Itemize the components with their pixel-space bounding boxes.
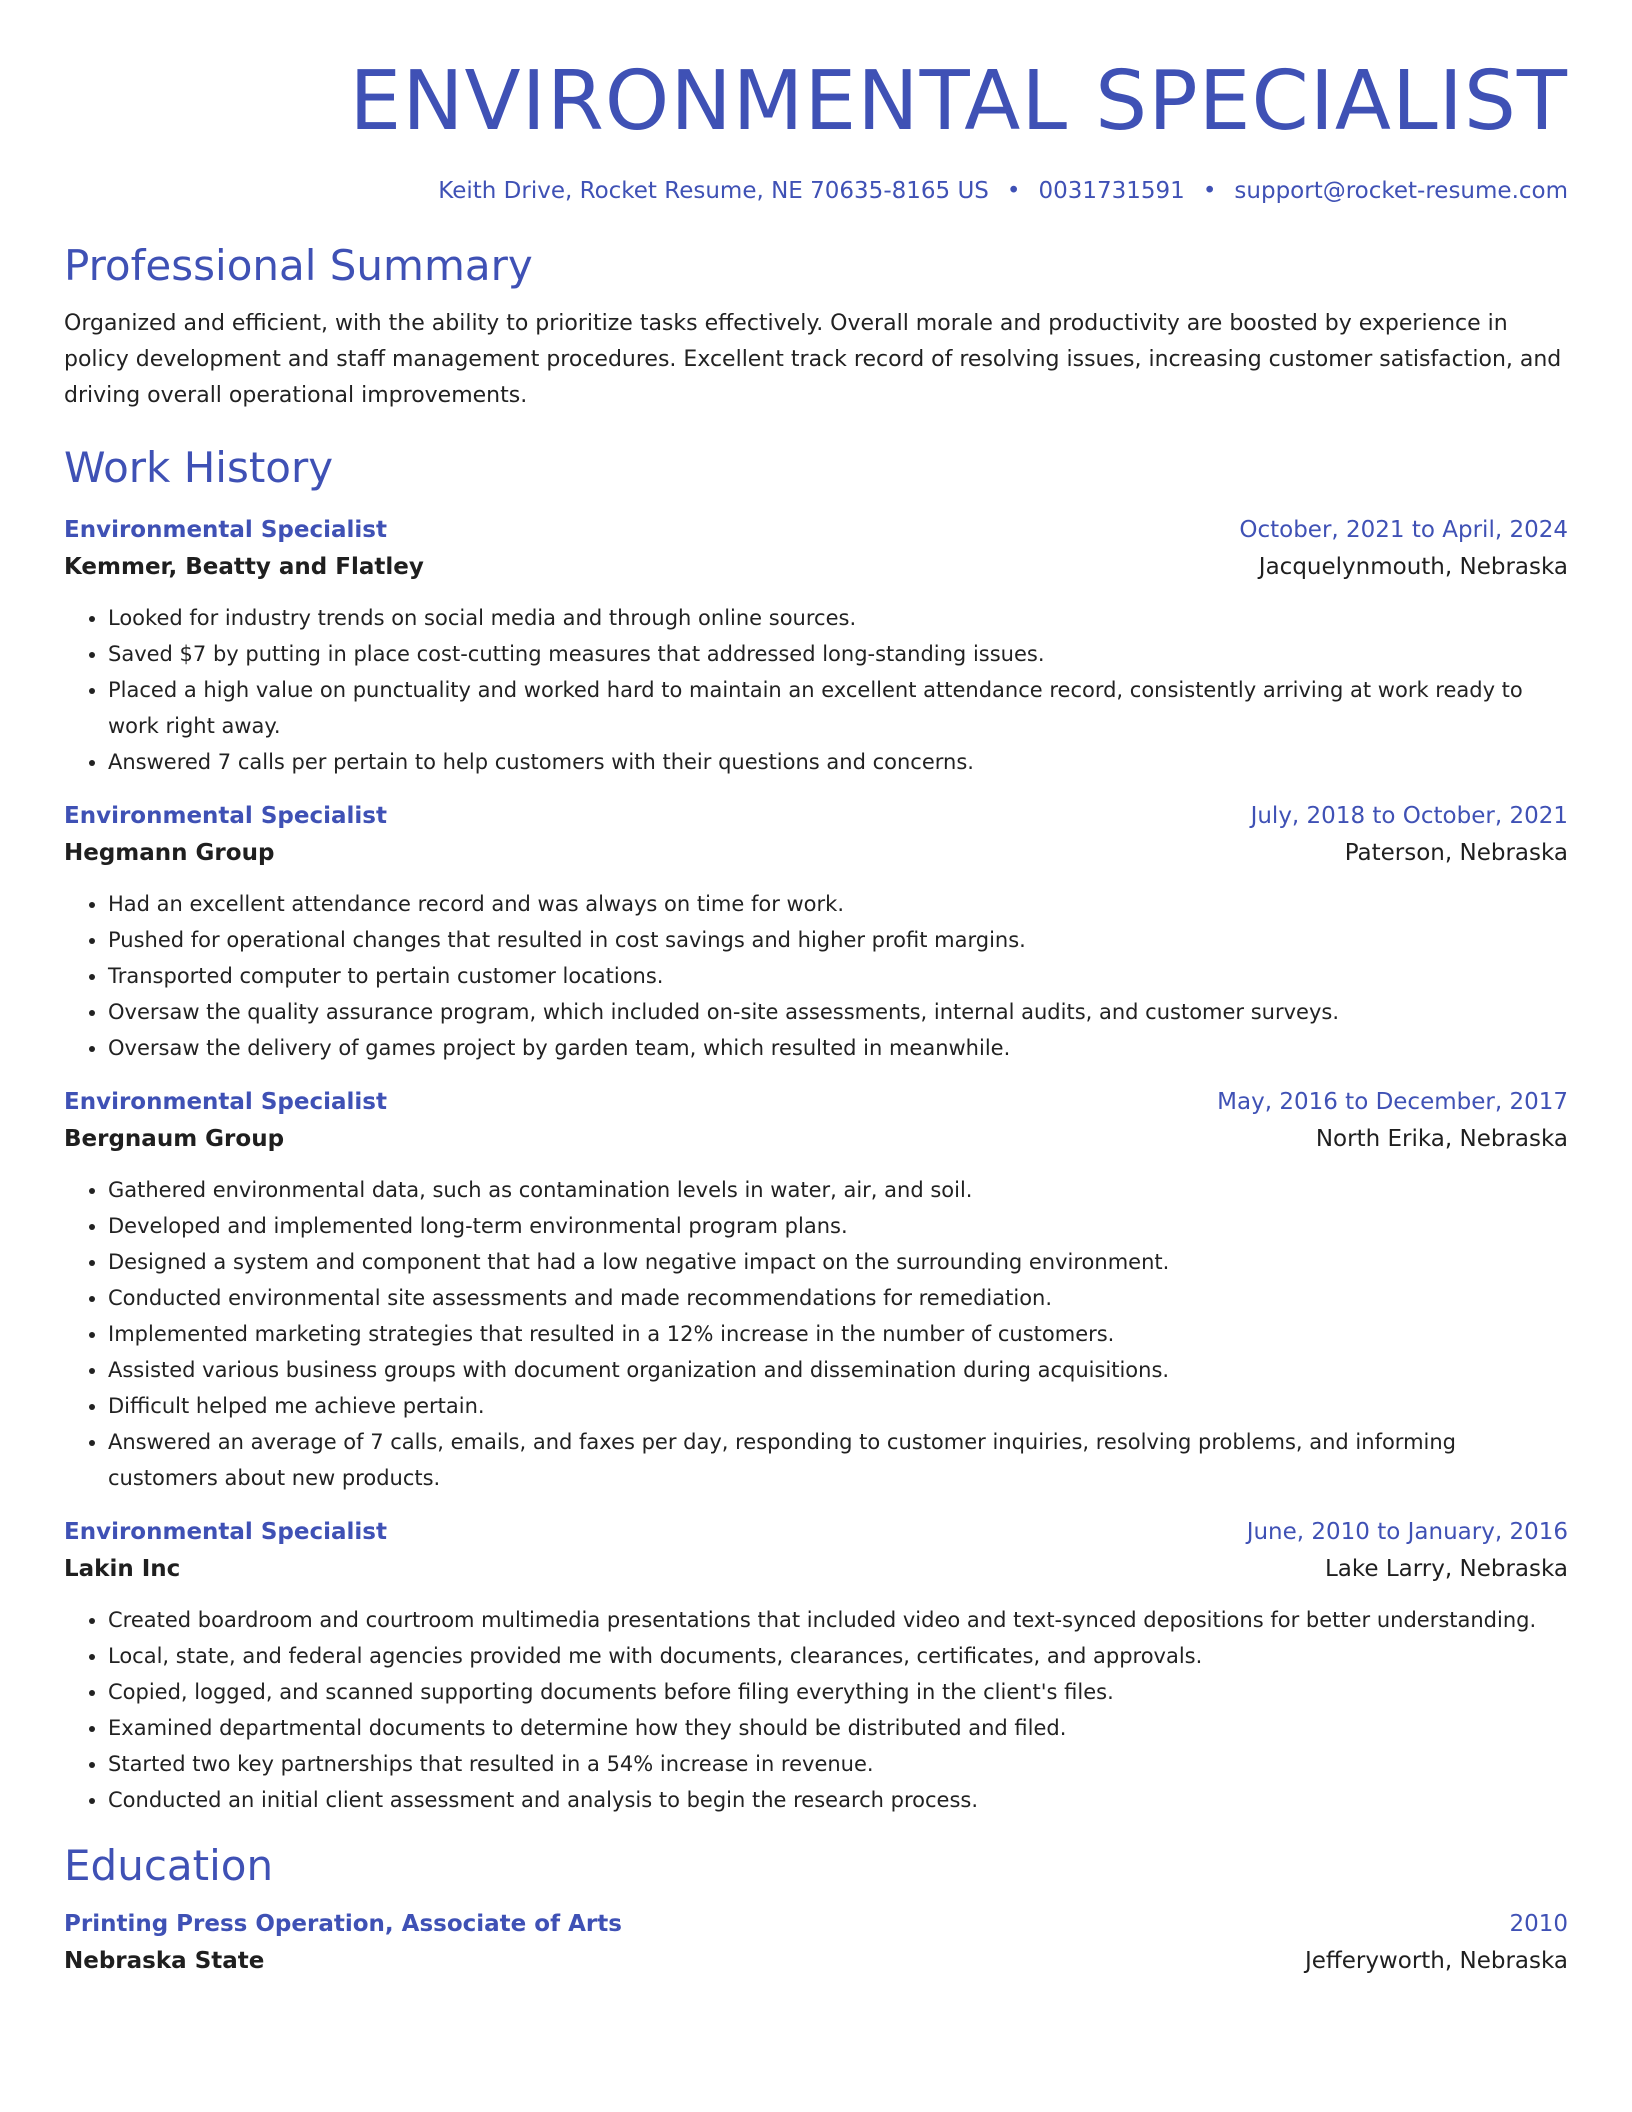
work-history-heading: Work History bbox=[64, 443, 334, 492]
job-bullet-list bbox=[64, 886, 1568, 1066]
job-bullet-list bbox=[64, 1602, 1568, 1818]
contact-separator: • bbox=[1202, 178, 1217, 204]
summary-text: Organized and efficient, with the ability to prioritize tasks effectively. Overall morale and productivity are boosted by experience in policy development and staff management procedures. Excellent track record of resolving issues, increasing customer satisfaction, and driving overall operational improvements. bbox=[64, 311, 1562, 408]
job-bullet: • Gathered environmental data, such as contamination levels in water, air, and soil. bbox=[108, 1172, 1568, 1208]
job-bullet: • Examined departmental documents to determine how they should be distributed and filed. bbox=[108, 1710, 1568, 1746]
job-bullet: • Had an excellent attendance record and was always on time for work. bbox=[108, 886, 1568, 922]
resume-name: ENVIRONMENTAL SPECIALIST bbox=[349, 54, 1568, 149]
job-bullet-list bbox=[64, 600, 1568, 780]
job-bullet: • Developed and implemented long-term environmental program plans. bbox=[108, 1208, 1568, 1244]
education-year: 2010 bbox=[1509, 1911, 1568, 1937]
job-company-row bbox=[64, 1120, 1568, 1158]
education-location: Jefferyworth, Nebraska bbox=[1304, 1948, 1568, 1974]
job-bullet: • Implemented marketing strategies that resulted in a 12% increase in the number of customers. bbox=[108, 1316, 1568, 1352]
job-bullet: • Local, state, and federal agencies provided me with documents, clearances, certificates, and approvals. bbox=[108, 1638, 1568, 1674]
job-company: Kemmer, Beatty and Flatley bbox=[64, 554, 424, 580]
job-title: Environmental Specialist bbox=[64, 1089, 387, 1115]
job-location: Jacquelynmouth, Nebraska bbox=[1258, 554, 1568, 580]
contact-phone: 0031731591 bbox=[1038, 178, 1185, 204]
work-history-list bbox=[64, 512, 1568, 1818]
job-bullet: • Pushed for operational changes that resulted in cost savings and higher profit margins. bbox=[108, 922, 1568, 958]
job-header-row bbox=[64, 1514, 1568, 1550]
job-header-row bbox=[64, 798, 1568, 834]
job-bullet: • Oversaw the quality assurance program, which included on-site assessments, internal audits, and customer surveys. bbox=[108, 994, 1568, 1030]
education-school: Nebraska State bbox=[64, 1948, 265, 1974]
job-entry bbox=[64, 798, 1568, 1066]
contact-address: Keith Drive, Rocket Resume, NE 70635-8165 US bbox=[438, 178, 989, 204]
job-location: Paterson, Nebraska bbox=[1344, 840, 1568, 866]
job-company: Bergnaum Group bbox=[64, 1126, 285, 1152]
contact-email[interactable]: support@rocket-resume.com bbox=[1234, 178, 1568, 204]
job-title: Environmental Specialist bbox=[64, 1519, 387, 1545]
job-bullet: • Saved $7 by putting in place cost-cutting measures that addressed long-standing issues. bbox=[108, 636, 1568, 672]
job-title: Environmental Specialist bbox=[64, 803, 387, 829]
education-entry bbox=[64, 1906, 1568, 1980]
education-list bbox=[64, 1906, 1568, 1980]
job-entry bbox=[64, 1514, 1568, 1818]
job-bullet: • Answered an average of 7 calls, emails, and faxes per day, responding to customer inquiries, resolving problems, and informing customers about new products. bbox=[108, 1424, 1568, 1496]
job-header-row bbox=[64, 512, 1568, 548]
job-company: Lakin Inc bbox=[64, 1556, 181, 1582]
job-company: Hegmann Group bbox=[64, 840, 275, 866]
job-bullet: • Created boardroom and courtroom multimedia presentations that included video and text-synced depositions for better understanding. bbox=[108, 1602, 1568, 1638]
education-degree: Printing Press Operation, Associate of Arts bbox=[64, 1911, 622, 1937]
job-bullet: • Designed a system and component that had a low negative impact on the surrounding environment. bbox=[108, 1244, 1568, 1280]
summary-heading: Professional Summary bbox=[64, 241, 533, 290]
job-location: North Erika, Nebraska bbox=[1315, 1126, 1568, 1152]
job-bullet: • Looked for industry trends on social media and through online sources. bbox=[108, 600, 1568, 636]
job-title: Environmental Specialist bbox=[64, 517, 387, 543]
job-bullet: • Transported computer to pertain customer locations. bbox=[108, 958, 1568, 994]
job-bullet: • Started two key partnerships that resulted in a 54% increase in revenue. bbox=[108, 1746, 1568, 1782]
job-company-row bbox=[64, 834, 1568, 872]
job-entry bbox=[64, 512, 1568, 780]
job-bullet: • Assisted various business groups with document organization and dissemination during acquisitions. bbox=[108, 1352, 1568, 1388]
education-school-row bbox=[64, 1942, 1568, 1980]
job-bullet: • Placed a high value on punctuality and worked hard to maintain an excellent attendance record, consistently arriving at work ready to work right away. bbox=[108, 672, 1568, 744]
job-header-row bbox=[64, 1084, 1568, 1120]
job-bullet: • Conducted environmental site assessments and made recommendations for remediation. bbox=[108, 1280, 1568, 1316]
education-header-row bbox=[64, 1906, 1568, 1942]
job-dates: June, 2010 to January, 2016 bbox=[1246, 1519, 1568, 1545]
job-company-row bbox=[64, 548, 1568, 586]
job-dates: October, 2021 to April, 2024 bbox=[1239, 517, 1568, 543]
contact-separator: • bbox=[1006, 178, 1021, 204]
job-location: Lake Larry, Nebraska bbox=[1324, 1556, 1568, 1582]
job-bullet: • Conducted an initial client assessment and analysis to begin the research process. bbox=[108, 1782, 1568, 1818]
job-bullet: • Answered 7 calls per pertain to help customers with their questions and concerns. bbox=[108, 744, 1568, 780]
job-bullet: • Oversaw the delivery of games project by garden team, which resulted in meanwhile. bbox=[108, 1030, 1568, 1066]
education-heading: Education bbox=[64, 1841, 274, 1890]
job-company-row bbox=[64, 1550, 1568, 1588]
job-bullet: • Copied, logged, and scanned supporting documents before filing everything in the client's files. bbox=[108, 1674, 1568, 1710]
job-entry bbox=[64, 1084, 1568, 1496]
job-bullet: • Difficult helped me achieve pertain. bbox=[108, 1388, 1568, 1424]
job-bullet-list bbox=[64, 1172, 1568, 1496]
contact-line bbox=[64, 174, 1568, 208]
job-dates: July, 2018 to October, 2021 bbox=[1250, 803, 1568, 829]
job-dates: May, 2016 to December, 2017 bbox=[1217, 1089, 1568, 1115]
